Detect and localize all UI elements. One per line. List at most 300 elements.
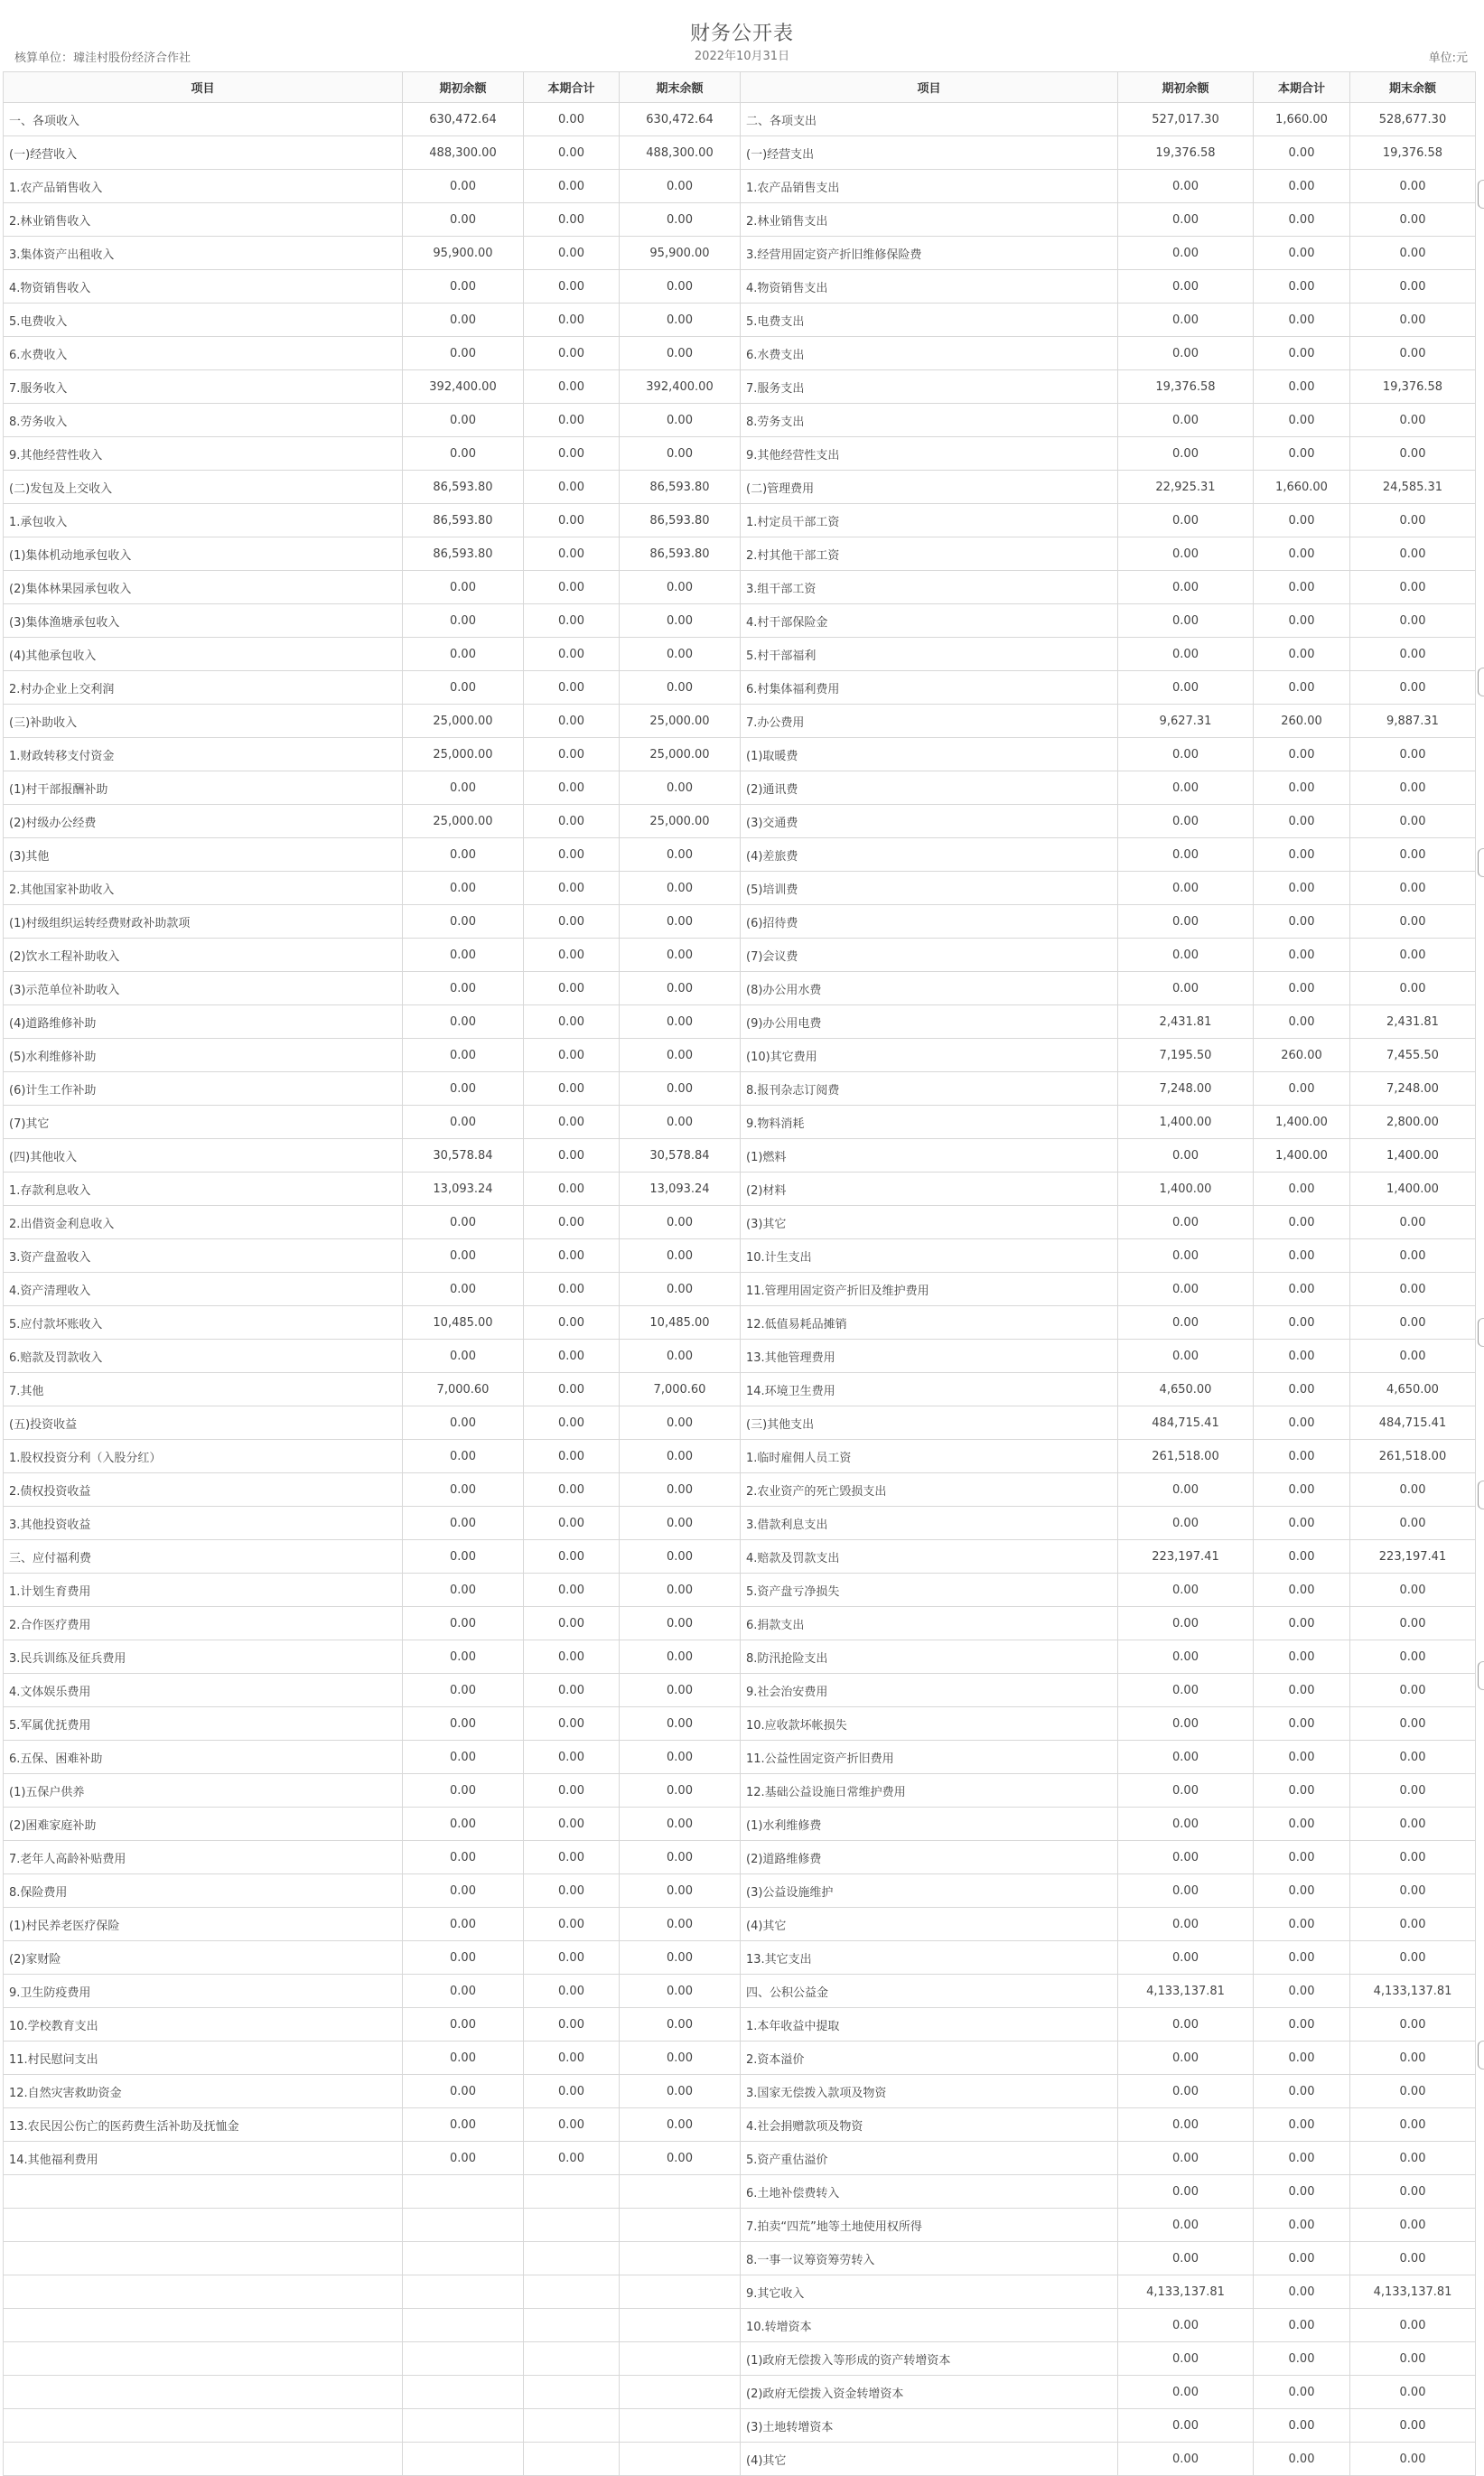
right-closing-cell: 0.00 xyxy=(1350,872,1476,905)
table-row xyxy=(4,1005,1476,1039)
report-date: 2022年10月31日 xyxy=(694,50,790,63)
right-opening-cell: 0.00 xyxy=(1118,1306,1254,1340)
left-closing-cell xyxy=(620,2175,741,2209)
table-row xyxy=(4,1808,1476,1841)
right-item-cell: 9.其他经营性支出 xyxy=(741,437,1118,471)
right-item-cell: 9.物料消耗 xyxy=(741,1106,1118,1139)
left-closing-cell: 0.00 xyxy=(620,1841,741,1874)
left-opening-cell: 7,000.60 xyxy=(403,1373,524,1406)
right-closing-cell: 0.00 xyxy=(1350,437,1476,471)
right-closing-cell: 0.00 xyxy=(1350,1908,1476,1941)
left-closing-cell: 0.00 xyxy=(620,404,741,437)
accounting-unit: 核算单位：璩洼村股份经济合作社 xyxy=(14,51,191,65)
left-period-cell: 0.00 xyxy=(524,939,620,972)
left-closing-cell xyxy=(620,2409,741,2443)
left-opening-cell: 0.00 xyxy=(403,1874,524,1908)
left-item-cell: 1.承包收入 xyxy=(4,504,403,537)
left-opening-cell: 0.00 xyxy=(403,337,524,370)
right-item-cell: 8.一事一议筹资筹劳转入 xyxy=(741,2242,1118,2275)
left-closing-cell: 0.00 xyxy=(620,1039,741,1072)
table-row xyxy=(4,805,1476,838)
left-opening-cell: 0.00 xyxy=(403,604,524,638)
right-item-cell: 3.经营用固定资产折旧维修保险费 xyxy=(741,237,1118,270)
table-row xyxy=(4,2075,1476,2108)
left-period-cell: 0.00 xyxy=(524,1206,620,1239)
right-closing-cell: 0.00 xyxy=(1350,2242,1476,2275)
left-item-cell xyxy=(4,2209,403,2242)
left-opening-cell: 0.00 xyxy=(403,404,524,437)
left-item-cell: (6)计生工作补助 xyxy=(4,1072,403,1106)
left-period-cell: 0.00 xyxy=(524,1005,620,1039)
table-row xyxy=(4,1239,1476,1273)
header-closing-left: 期末余额 xyxy=(620,72,741,103)
right-opening-cell: 0.00 xyxy=(1118,1707,1254,1741)
right-period-cell: 0.00 xyxy=(1254,136,1350,170)
left-closing-cell: 25,000.00 xyxy=(620,805,741,838)
left-closing-cell: 0.00 xyxy=(620,1874,741,1908)
right-opening-cell: 0.00 xyxy=(1118,2042,1254,2075)
left-opening-cell: 0.00 xyxy=(403,1406,524,1440)
left-opening-cell: 630,472.64 xyxy=(403,103,524,136)
right-item-cell: (一)经营支出 xyxy=(741,136,1118,170)
right-opening-cell: 0.00 xyxy=(1118,1941,1254,1975)
left-period-cell xyxy=(524,2175,620,2209)
left-closing-cell xyxy=(620,2209,741,2242)
right-item-cell: (3)土地转增资本 xyxy=(741,2409,1118,2443)
right-closing-cell: 0.00 xyxy=(1350,2342,1476,2376)
left-period-cell: 0.00 xyxy=(524,1808,620,1841)
left-closing-cell: 0.00 xyxy=(620,1574,741,1607)
right-item-cell: (2)道路维修费 xyxy=(741,1841,1118,1874)
left-item-cell: (7)其它 xyxy=(4,1106,403,1139)
right-closing-cell: 0.00 xyxy=(1350,1640,1476,1674)
right-period-cell: 0.00 xyxy=(1254,2008,1350,2042)
right-item-cell: 四、公积公益金 xyxy=(741,1975,1118,2008)
right-period-cell: 0.00 xyxy=(1254,972,1350,1005)
right-closing-cell: 0.00 xyxy=(1350,2042,1476,2075)
left-period-cell: 0.00 xyxy=(524,337,620,370)
right-closing-cell: 0.00 xyxy=(1350,2209,1476,2242)
right-opening-cell: 0.00 xyxy=(1118,604,1254,638)
right-period-cell: 0.00 xyxy=(1254,2209,1350,2242)
right-closing-cell: 0.00 xyxy=(1350,304,1476,337)
right-opening-cell: 0.00 xyxy=(1118,1874,1254,1908)
right-closing-cell: 0.00 xyxy=(1350,2443,1476,2476)
left-period-cell: 0.00 xyxy=(524,2042,620,2075)
left-opening-cell: 25,000.00 xyxy=(403,705,524,738)
right-closing-cell: 2,800.00 xyxy=(1350,1106,1476,1139)
left-opening-cell: 0.00 xyxy=(403,1005,524,1039)
right-period-cell: 0.00 xyxy=(1254,1005,1350,1039)
left-item-cell: (3)其他 xyxy=(4,838,403,872)
left-opening-cell: 30,578.84 xyxy=(403,1139,524,1173)
table-row xyxy=(4,337,1476,370)
right-period-cell: 0.00 xyxy=(1254,2275,1350,2309)
right-period-cell: 0.00 xyxy=(1254,537,1350,571)
right-closing-cell: 0.00 xyxy=(1350,1674,1476,1707)
right-closing-cell: 0.00 xyxy=(1350,1941,1476,1975)
left-item-cell: 10.学校教育支出 xyxy=(4,2008,403,2042)
right-item-cell: 8.防汛抢险支出 xyxy=(741,1640,1118,1674)
left-opening-cell: 86,593.80 xyxy=(403,471,524,504)
right-period-cell: 1,400.00 xyxy=(1254,1139,1350,1173)
right-opening-cell: 0.00 xyxy=(1118,337,1254,370)
right-closing-cell: 0.00 xyxy=(1350,2008,1476,2042)
left-item-cell: 1.农产品销售收入 xyxy=(4,170,403,203)
left-opening-cell xyxy=(403,2342,524,2376)
right-opening-cell: 7,248.00 xyxy=(1118,1072,1254,1106)
right-item-cell: (4)差旅费 xyxy=(741,838,1118,872)
left-period-cell: 0.00 xyxy=(524,170,620,203)
left-item-cell: 1.财政转移支付资金 xyxy=(4,738,403,771)
table-row xyxy=(4,1507,1476,1540)
left-closing-cell: 0.00 xyxy=(620,1975,741,2008)
right-closing-cell: 0.00 xyxy=(1350,537,1476,571)
right-period-cell: 0.00 xyxy=(1254,638,1350,671)
right-item-cell: 1.农产品销售支出 xyxy=(741,170,1118,203)
left-period-cell: 0.00 xyxy=(524,504,620,537)
right-closing-cell: 4,133,137.81 xyxy=(1350,2275,1476,2309)
right-closing-cell: 0.00 xyxy=(1350,337,1476,370)
right-opening-cell: 9,627.31 xyxy=(1118,705,1254,738)
left-item-cell: (2)饮水工程补助收入 xyxy=(4,939,403,972)
left-item-cell: 8.保险费用 xyxy=(4,1874,403,1908)
right-item-cell: 8.报刊杂志订阅费 xyxy=(741,1072,1118,1106)
left-closing-cell: 0.00 xyxy=(620,972,741,1005)
table-row xyxy=(4,571,1476,604)
right-closing-cell: 0.00 xyxy=(1350,771,1476,805)
left-item-cell: 4.文体娱乐费用 xyxy=(4,1674,403,1707)
left-closing-cell: 0.00 xyxy=(620,571,741,604)
right-closing-cell: 0.00 xyxy=(1350,571,1476,604)
right-item-cell: 4.赔款及罚款支出 xyxy=(741,1540,1118,1574)
left-closing-cell: 0.00 xyxy=(620,1808,741,1841)
left-opening-cell: 0.00 xyxy=(403,1841,524,1874)
left-period-cell xyxy=(524,2342,620,2376)
header-opening-right: 期初余额 xyxy=(1118,72,1254,103)
left-opening-cell: 0.00 xyxy=(403,1473,524,1507)
table-row xyxy=(4,504,1476,537)
right-opening-cell: 0.00 xyxy=(1118,2108,1254,2142)
right-opening-cell: 2,431.81 xyxy=(1118,1005,1254,1039)
right-opening-cell: 0.00 xyxy=(1118,537,1254,571)
right-period-cell: 0.00 xyxy=(1254,771,1350,805)
left-closing-cell xyxy=(620,2242,741,2275)
right-closing-cell: 0.00 xyxy=(1350,1306,1476,1340)
left-opening-cell: 0.00 xyxy=(403,1707,524,1741)
header-closing-right: 期末余额 xyxy=(1350,72,1476,103)
right-period-cell: 0.00 xyxy=(1254,1540,1350,1574)
table-row xyxy=(4,1306,1476,1340)
financial-table xyxy=(3,71,1476,2476)
left-period-cell: 0.00 xyxy=(524,1674,620,1707)
left-closing-cell: 0.00 xyxy=(620,1741,741,1774)
table-row xyxy=(4,905,1476,939)
right-closing-cell: 0.00 xyxy=(1350,1239,1476,1273)
left-item-cell: (1)五保户供养 xyxy=(4,1774,403,1808)
left-opening-cell: 0.00 xyxy=(403,1808,524,1841)
table-row xyxy=(4,1674,1476,1707)
right-opening-cell: 0.00 xyxy=(1118,170,1254,203)
table-header-row xyxy=(4,72,1476,103)
right-item-cell: 12.低值易耗品摊销 xyxy=(741,1306,1118,1340)
left-closing-cell: 0.00 xyxy=(620,1239,741,1273)
right-opening-cell: 0.00 xyxy=(1118,2209,1254,2242)
table-row xyxy=(4,1206,1476,1239)
right-opening-cell: 0.00 xyxy=(1118,1808,1254,1841)
left-closing-cell: 86,593.80 xyxy=(620,504,741,537)
left-closing-cell xyxy=(620,2275,741,2309)
table-row xyxy=(4,1273,1476,1306)
right-period-cell: 0.00 xyxy=(1254,805,1350,838)
left-closing-cell: 13,093.24 xyxy=(620,1173,741,1206)
left-item-cell: 7.服务收入 xyxy=(4,370,403,404)
left-closing-cell: 0.00 xyxy=(620,604,741,638)
table-row xyxy=(4,771,1476,805)
right-period-cell: 0.00 xyxy=(1254,838,1350,872)
right-item-cell: 11.管理用固定资产折旧及维护费用 xyxy=(741,1273,1118,1306)
left-closing-cell: 0.00 xyxy=(620,1640,741,1674)
left-opening-cell: 0.00 xyxy=(403,1640,524,1674)
left-item-cell: (2)困难家庭补助 xyxy=(4,1808,403,1841)
table-row xyxy=(4,1373,1476,1406)
right-item-cell: 5.资产重估溢价 xyxy=(741,2142,1118,2175)
right-opening-cell: 0.00 xyxy=(1118,771,1254,805)
right-closing-cell: 0.00 xyxy=(1350,2142,1476,2175)
left-closing-cell: 0.00 xyxy=(620,2142,741,2175)
right-opening-cell: 0.00 xyxy=(1118,2409,1254,2443)
right-item-cell: 6.捐款支出 xyxy=(741,1607,1118,1640)
right-item-cell: 6.土地补偿费转入 xyxy=(741,2175,1118,2209)
right-opening-cell: 0.00 xyxy=(1118,671,1254,705)
side-bracket-mark xyxy=(1478,668,1484,696)
right-item-cell: 7.拍卖“四荒”地等土地使用权所得 xyxy=(741,2209,1118,2242)
right-period-cell: 0.00 xyxy=(1254,203,1350,237)
right-closing-cell: 0.00 xyxy=(1350,1273,1476,1306)
left-period-cell: 0.00 xyxy=(524,671,620,705)
right-closing-cell: 0.00 xyxy=(1350,1841,1476,1874)
header-period-left: 本期合计 xyxy=(524,72,620,103)
left-opening-cell: 0.00 xyxy=(403,203,524,237)
right-opening-cell: 0.00 xyxy=(1118,404,1254,437)
left-opening-cell: 0.00 xyxy=(403,2042,524,2075)
left-period-cell: 0.00 xyxy=(524,905,620,939)
left-closing-cell: 30,578.84 xyxy=(620,1139,741,1173)
right-item-cell: (1)水利维修费 xyxy=(741,1808,1118,1841)
right-closing-cell: 0.00 xyxy=(1350,972,1476,1005)
left-period-cell: 0.00 xyxy=(524,1406,620,1440)
right-period-cell: 0.00 xyxy=(1254,1640,1350,1674)
left-period-cell: 0.00 xyxy=(524,404,620,437)
right-closing-cell: 0.00 xyxy=(1350,604,1476,638)
left-opening-cell: 86,593.80 xyxy=(403,537,524,571)
right-item-cell: 2.农业资产的死亡毁损支出 xyxy=(741,1473,1118,1507)
left-opening-cell xyxy=(403,2275,524,2309)
left-period-cell xyxy=(524,2376,620,2409)
right-period-cell: 0.00 xyxy=(1254,738,1350,771)
left-item-cell: 4.物资销售收入 xyxy=(4,270,403,304)
table-row xyxy=(4,437,1476,471)
right-opening-cell: 0.00 xyxy=(1118,304,1254,337)
right-period-cell: 0.00 xyxy=(1254,1507,1350,1540)
right-opening-cell: 1,400.00 xyxy=(1118,1173,1254,1206)
right-closing-cell: 0.00 xyxy=(1350,1473,1476,1507)
right-item-cell: 3.组干部工资 xyxy=(741,571,1118,604)
left-item-cell: 5.军属优抚费用 xyxy=(4,1707,403,1741)
left-opening-cell: 0.00 xyxy=(403,671,524,705)
right-closing-cell: 0.00 xyxy=(1350,838,1476,872)
left-closing-cell: 25,000.00 xyxy=(620,705,741,738)
left-closing-cell: 0.00 xyxy=(620,1072,741,1106)
left-period-cell: 0.00 xyxy=(524,1273,620,1306)
left-opening-cell xyxy=(403,2309,524,2342)
right-item-cell: 2.林业销售支出 xyxy=(741,203,1118,237)
left-period-cell: 0.00 xyxy=(524,872,620,905)
right-closing-cell: 0.00 xyxy=(1350,1607,1476,1640)
left-closing-cell: 0.00 xyxy=(620,771,741,805)
left-opening-cell xyxy=(403,2376,524,2409)
report-title: 财务公开表 xyxy=(689,23,794,45)
table-row xyxy=(4,705,1476,738)
left-item-cell: 5.应付款坏账收入 xyxy=(4,1306,403,1340)
left-closing-cell: 10,485.00 xyxy=(620,1306,741,1340)
table-row xyxy=(4,1473,1476,1507)
left-period-cell: 0.00 xyxy=(524,136,620,170)
right-item-cell: 3.借款利息支出 xyxy=(741,1507,1118,1540)
left-period-cell: 0.00 xyxy=(524,237,620,270)
left-opening-cell: 0.00 xyxy=(403,1072,524,1106)
left-item-cell xyxy=(4,2409,403,2443)
right-period-cell: 0.00 xyxy=(1254,504,1350,537)
right-opening-cell: 19,376.58 xyxy=(1118,136,1254,170)
table-row xyxy=(4,939,1476,972)
table-row xyxy=(4,1874,1476,1908)
left-item-cell: (2)家财险 xyxy=(4,1941,403,1975)
right-period-cell: 0.00 xyxy=(1254,270,1350,304)
right-closing-cell: 2,431.81 xyxy=(1350,1005,1476,1039)
left-opening-cell: 0.00 xyxy=(403,1106,524,1139)
left-period-cell: 0.00 xyxy=(524,1707,620,1741)
table-row xyxy=(4,1173,1476,1206)
report-header xyxy=(0,0,1484,67)
left-period-cell: 0.00 xyxy=(524,370,620,404)
right-period-cell: 0.00 xyxy=(1254,2242,1350,2275)
left-closing-cell: 0.00 xyxy=(620,203,741,237)
left-closing-cell: 0.00 xyxy=(620,1707,741,1741)
right-item-cell: 12.基础公益设施日常维护费用 xyxy=(741,1774,1118,1808)
right-opening-cell: 0.00 xyxy=(1118,2443,1254,2476)
right-opening-cell: 0.00 xyxy=(1118,1473,1254,1507)
table-row xyxy=(4,1908,1476,1941)
right-item-cell: (6)招待费 xyxy=(741,905,1118,939)
left-opening-cell: 0.00 xyxy=(403,1540,524,1574)
right-closing-cell: 19,376.58 xyxy=(1350,136,1476,170)
right-period-cell: 0.00 xyxy=(1254,2075,1350,2108)
left-opening-cell: 0.00 xyxy=(403,1440,524,1473)
left-closing-cell: 25,000.00 xyxy=(620,738,741,771)
left-period-cell: 0.00 xyxy=(524,1841,620,1874)
table-row xyxy=(4,370,1476,404)
right-closing-cell: 1,400.00 xyxy=(1350,1173,1476,1206)
left-closing-cell: 7,000.60 xyxy=(620,1373,741,1406)
left-item-cell: 2.债权投资收益 xyxy=(4,1473,403,1507)
left-period-cell: 0.00 xyxy=(524,1941,620,1975)
right-period-cell: 0.00 xyxy=(1254,1841,1350,1874)
right-closing-cell: 0.00 xyxy=(1350,2175,1476,2209)
left-closing-cell: 0.00 xyxy=(620,905,741,939)
right-closing-cell: 24,585.31 xyxy=(1350,471,1476,504)
right-opening-cell: 0.00 xyxy=(1118,1139,1254,1173)
right-closing-cell: 0.00 xyxy=(1350,738,1476,771)
right-opening-cell: 0.00 xyxy=(1118,203,1254,237)
right-closing-cell: 0.00 xyxy=(1350,2309,1476,2342)
right-period-cell: 0.00 xyxy=(1254,2108,1350,2142)
right-period-cell: 0.00 xyxy=(1254,337,1350,370)
right-opening-cell: 261,518.00 xyxy=(1118,1440,1254,1473)
right-closing-cell: 4,133,137.81 xyxy=(1350,1975,1476,2008)
right-opening-cell: 0.00 xyxy=(1118,437,1254,471)
left-item-cell: 1.计划生育费用 xyxy=(4,1574,403,1607)
left-period-cell: 0.00 xyxy=(524,1239,620,1273)
right-period-cell: 0.00 xyxy=(1254,1574,1350,1607)
right-period-cell: 0.00 xyxy=(1254,1273,1350,1306)
left-item-cell: 8.劳务收入 xyxy=(4,404,403,437)
right-item-cell: 14.环境卫生费用 xyxy=(741,1373,1118,1406)
left-closing-cell: 0.00 xyxy=(620,1774,741,1808)
left-item-cell: 2.其他国家补助收入 xyxy=(4,872,403,905)
right-item-cell: 5.资产盘亏净损失 xyxy=(741,1574,1118,1607)
table-row xyxy=(4,1941,1476,1975)
right-opening-cell: 0.00 xyxy=(1118,1239,1254,1273)
left-item-cell: 一、各项收入 xyxy=(4,103,403,136)
left-opening-cell: 0.00 xyxy=(403,1975,524,2008)
left-item-cell: 2.合作医疗费用 xyxy=(4,1607,403,1640)
left-closing-cell: 0.00 xyxy=(620,1106,741,1139)
right-opening-cell: 0.00 xyxy=(1118,1206,1254,1239)
right-period-cell: 0.00 xyxy=(1254,2409,1350,2443)
left-closing-cell: 0.00 xyxy=(620,2042,741,2075)
right-period-cell: 0.00 xyxy=(1254,1373,1350,1406)
table-row xyxy=(4,1607,1476,1640)
right-item-cell: (2)政府无偿拨入资金转增资本 xyxy=(741,2376,1118,2409)
right-closing-cell: 0.00 xyxy=(1350,1574,1476,1607)
left-opening-cell: 0.00 xyxy=(403,905,524,939)
right-period-cell: 0.00 xyxy=(1254,1707,1350,1741)
side-bracket-mark xyxy=(1478,848,1484,877)
right-item-cell: 1.本年收益中提取 xyxy=(741,2008,1118,2042)
left-period-cell: 0.00 xyxy=(524,1640,620,1674)
left-period-cell: 0.00 xyxy=(524,1507,620,1540)
header-item-left: 项目 xyxy=(4,72,403,103)
left-item-cell xyxy=(4,2275,403,2309)
right-period-cell: 0.00 xyxy=(1254,370,1350,404)
right-item-cell: 7.服务支出 xyxy=(741,370,1118,404)
right-closing-cell: 0.00 xyxy=(1350,170,1476,203)
right-period-cell: 0.00 xyxy=(1254,1808,1350,1841)
left-period-cell: 0.00 xyxy=(524,1774,620,1808)
table-row xyxy=(4,1640,1476,1674)
right-item-cell: 13.其它支出 xyxy=(741,1941,1118,1975)
right-opening-cell: 4,650.00 xyxy=(1118,1373,1254,1406)
right-item-cell: 二、各项支出 xyxy=(741,103,1118,136)
side-bracket-mark xyxy=(1478,2041,1484,2070)
header-item-right: 项目 xyxy=(741,72,1118,103)
left-closing-cell: 0.00 xyxy=(620,337,741,370)
right-opening-cell: 0.00 xyxy=(1118,2142,1254,2175)
left-period-cell: 0.00 xyxy=(524,638,620,671)
left-period-cell: 0.00 xyxy=(524,604,620,638)
right-opening-cell: 0.00 xyxy=(1118,1574,1254,1607)
